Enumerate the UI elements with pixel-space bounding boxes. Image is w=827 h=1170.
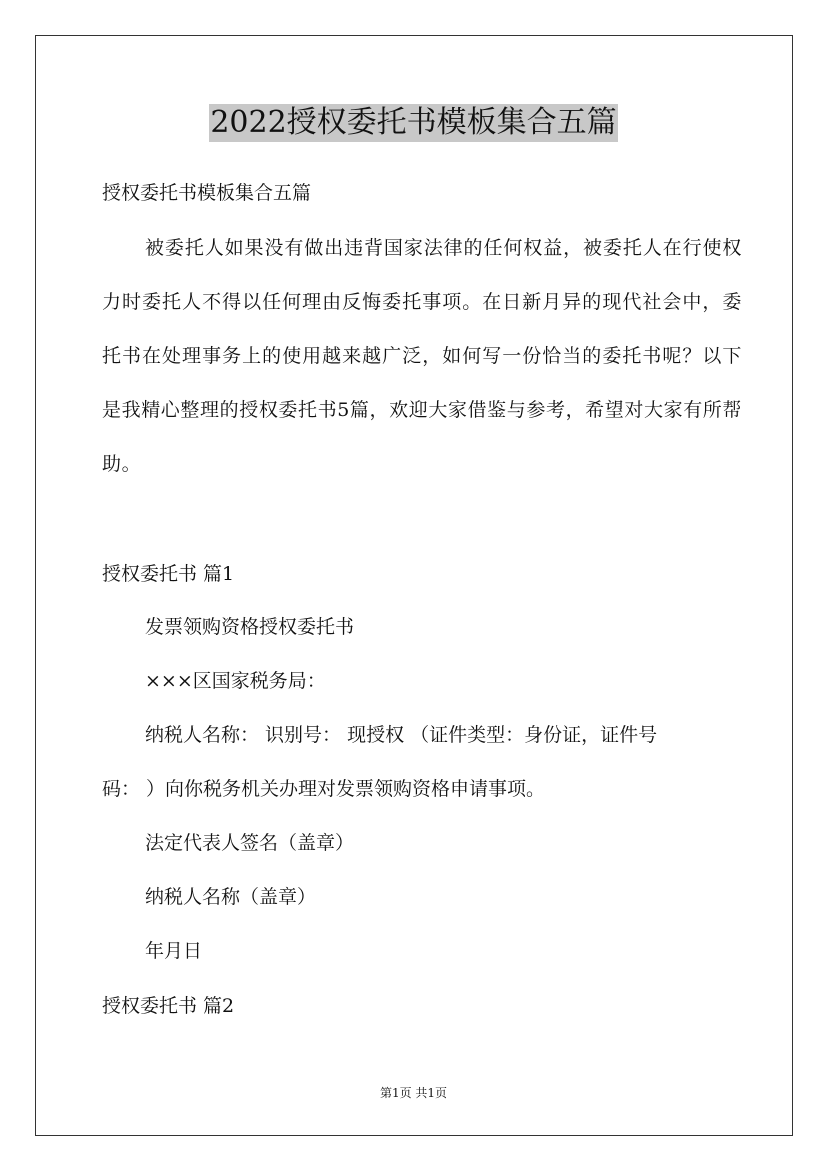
section1-date: 年月日 [145, 940, 203, 962]
document-title: 2022授权委托书模板集合五篇 [210, 105, 617, 140]
title-container [0, 104, 827, 142]
document-subtitle: 授权委托书模板集合五篇 [102, 182, 312, 204]
intro-paragraph: 被委托人如果没有做出违背国家法律的任何权益，被委托人在行使权力时委托人不得以任何理由反悔委托事项。在日新月异的现代社会中，委托书在处理事务上的使用越来越广泛，如何写一份恰当的委托书呢？以下是我精心整理的授权委托书5篇，欢迎大家借鉴与参考，希望对大家有所帮助。 [102, 237, 742, 475]
section1-addressee: ×××区国家税务局： [145, 670, 326, 692]
page-footer: 第1页 共1页 [379, 1086, 448, 1100]
section1-signature-rep: 法定代表人签名（盖章） [145, 832, 355, 854]
section-heading-2: 授权委托书 篇2 [102, 995, 235, 1017]
section1-body-line2: 码： ）向你税务机关办理对发票领购资格申请事项。 [102, 778, 546, 800]
section1-signature-taxpayer: 纳税人名称（盖章） [145, 886, 317, 908]
section1-doc-title: 发票领购资格授权委托书 [145, 616, 355, 638]
section1-body-line1: 纳税人名称： 识别号： 现授权 （证件类型：身份证，证件号 [145, 724, 658, 746]
section-heading-1: 授权委托书 篇1 [102, 563, 235, 585]
